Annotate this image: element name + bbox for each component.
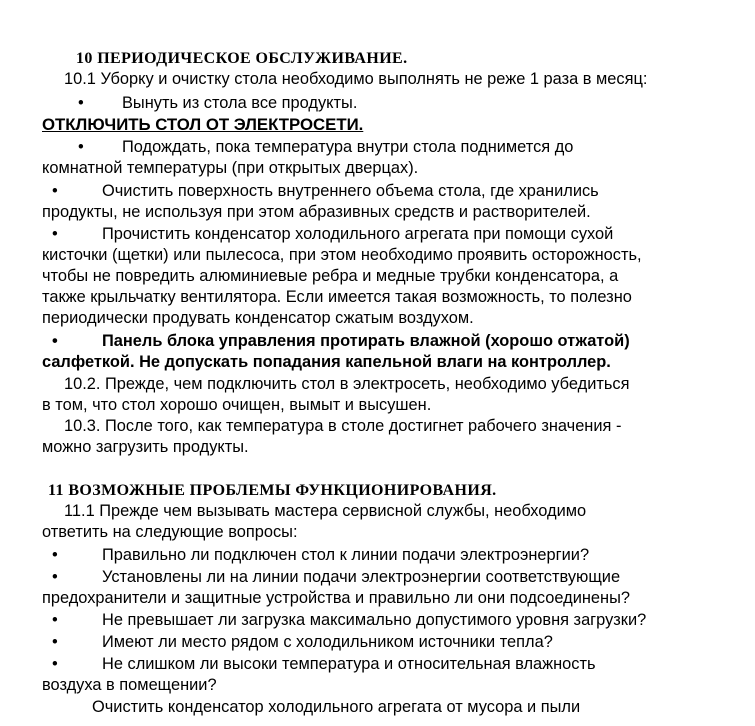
list-item-text: продукты, не используя при этом абразивных средств и растворителей. — [42, 203, 591, 221]
paragraph-11-1 — [42, 501, 725, 522]
list-item-text: также крыльчатку вентилятора. Если имеется такая возможность, то полезно — [42, 288, 632, 306]
question-text: предохранители и защитные устройства и правильно ли они подсоединены? — [42, 589, 630, 607]
paragraph-10-2 — [42, 374, 725, 395]
list-item — [42, 224, 725, 245]
list-item-control-panel — [42, 331, 725, 352]
question-text: Установлены ли на линии подачи электроэнергии соответствующие — [102, 568, 621, 586]
bullet-icon: • — [52, 611, 58, 629]
paragraph-text: 10.2. Прежде, чем подключить стол в электросеть, необходимо убедиться — [64, 375, 630, 393]
bullet-icon: • — [52, 182, 58, 200]
list-item-remove-products — [42, 93, 725, 114]
list-item-text: Прочистить конденсатор холодильного агрегата при помощи сухой — [102, 225, 614, 243]
paragraph-text: 11.1 Прежде чем вызывать мастера сервисной службы, необходимо — [64, 502, 587, 520]
list-item-text: Очистить поверхность внутреннего объема стола, где хранились — [102, 182, 599, 200]
section-10-heading: 10 ПЕРИОДИЧЕСКОЕ ОБСЛУЖИВАНИЕ. — [76, 50, 408, 67]
question-text: воздуха в помещении? — [42, 676, 217, 694]
bullet-icon: • — [52, 332, 58, 350]
question-text: Правильно ли подключен стол к линии подачи электроэнергии? — [102, 546, 590, 564]
question-item — [42, 654, 725, 675]
question-item — [42, 567, 725, 588]
list-item-text: чтобы не повредить алюминиевые ребра и медные трубки конденсатора, а — [42, 267, 619, 285]
bullet-icon: • — [52, 225, 58, 243]
bullet-icon: • — [52, 546, 58, 564]
list-item — [42, 181, 725, 202]
list-item-text: Панель блока управления протирать влажной (хорошо отжатой) — [102, 332, 630, 350]
section-11-heading: 11 ВОЗМОЖНЫЕ ПРОБЛЕМЫ ФУНКЦИОНИРОВАНИЯ. — [48, 482, 497, 499]
list-item-text: кисточки (щетки) или пылесоса, при этом необходимо проявить осторожность, — [42, 246, 642, 264]
bullet-icon: • — [78, 94, 84, 112]
list-item-text: салфеткой. Не допускать попадания капельной влаги на контроллер. — [42, 353, 611, 371]
bullet-icon: • — [52, 655, 58, 673]
bullet-icon: • — [78, 138, 84, 156]
list-item-text: периодически продувать конденсатор сжатым воздухом. — [42, 309, 474, 327]
question-item — [42, 545, 725, 566]
list-item-text: Вынуть из стола все продукты. — [122, 94, 358, 112]
question-item — [42, 610, 725, 631]
paragraph-10-1: 10.1 Уборку и очистку стола необходимо выполнять не реже 1 раза в месяц: — [64, 70, 648, 88]
question-text: Не превышает ли загрузка максимально допустимого уровня загрузки? — [102, 611, 647, 629]
disconnect-warning: ОТКЛЮЧИТЬ СТОЛ ОТ ЭЛЕКТРОСЕТИ. — [42, 115, 364, 134]
bullet-icon: • — [52, 633, 58, 651]
paragraph-text: можно загрузить продукты. — [42, 438, 249, 456]
paragraph-text: 10.3. После того, как температура в столе достигнет рабочего значения - — [64, 417, 622, 435]
question-text: Не слишком ли высоки температура и относительная влажность — [102, 655, 596, 673]
bullet-icon: • — [52, 568, 58, 586]
question-item — [42, 632, 725, 653]
list-item — [42, 137, 725, 158]
question-text: Имеют ли место рядом с холодильником источники тепла? — [102, 633, 553, 651]
list-item-text: Подождать, пока температура внутри стола поднимется до — [122, 138, 574, 156]
paragraph-text: ответить на следующие вопросы: — [42, 523, 298, 541]
paragraph-text: в том, что стол хорошо очищен, вымыт и высушен. — [42, 396, 432, 414]
trailing-paragraph: Очистить конденсатор холодильного агрегата от мусора и пыли — [92, 698, 581, 716]
paragraph-10-3 — [42, 416, 725, 437]
list-item-text: комнатной температуры (при открытых дверцах). — [42, 159, 419, 177]
